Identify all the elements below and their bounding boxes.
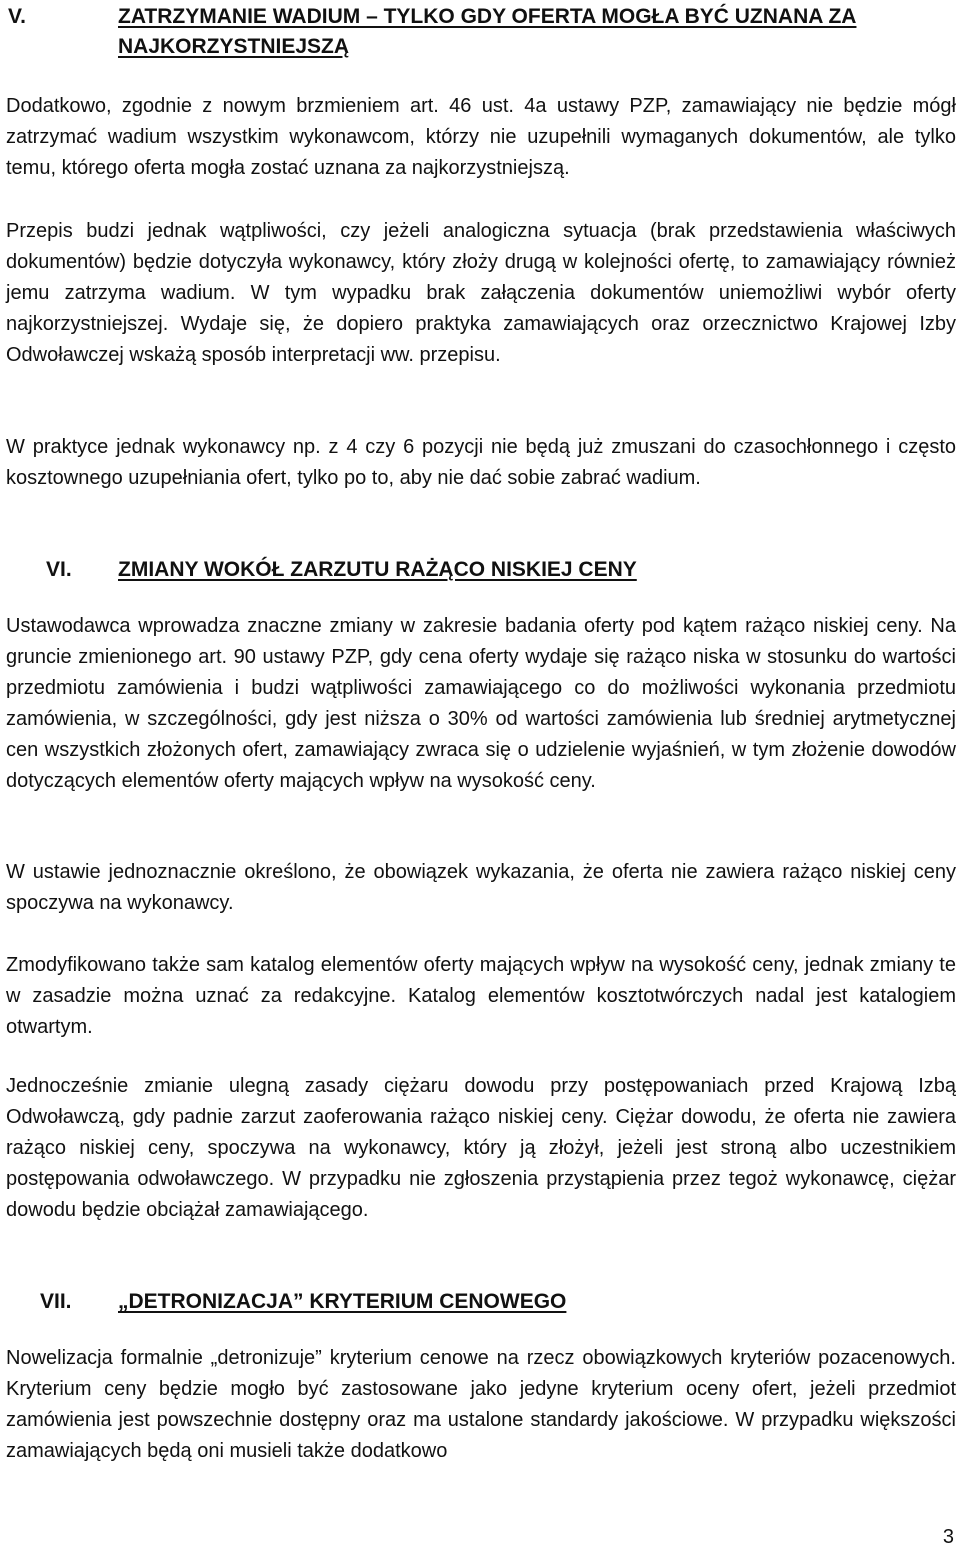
section-vii-heading (8, 1287, 958, 1317)
section-vi-paragraph-1: Ustawodawca wprowadza znaczne zmiany w zakresie badania oferty pod kątem rażąco niskiej ceny. Na gruncie zmienionego art. 90 ustawy PZP, gdy cena oferty wydaje się rażąco niska w stosunku do wartości przedmiotu zamówienia i budzi wątpliwości zamawiającego co do możliwości wykonania przedmiotu zamówienia, w szczególności, gdy jest niższa o 30% od wartości zamówienia lub średniej arytmetycznej cen wszystkich złożonych ofert, zamawiający zwraca się o udzielenie wyjaśnień, w tym złożenie dowodów dotyczących elementów oferty mających wpływ na wysokość ceny. (6, 615, 956, 792)
section-v-number: V. (8, 5, 26, 28)
section-v-paragraph-2: Przepis budzi jednak wątpliwości, czy jeżeli analogiczna sytuacja (brak przedstawienia właściwych dokumentów) będzie dotyczyła wykonawcy, który złoży drugą w kolejności ofertę, to zamawiający również jemu zatrzyma wadium. W tym wypadku brak załączenia dokumentów uniemożliwi wybór oferty najkorzystniejszej. Wydaje się, że dopiero praktyka zamawiających oraz orzecznictwo Krajowej Izby Odwoławczej wskażą sposób interpretacji ww. przepisu. (6, 220, 956, 366)
section-vi-title: ZMIANY WOKÓŁ ZARZUTU RAŻĄCO NISKIEJ CENY (118, 558, 637, 581)
section-v-heading (8, 2, 958, 62)
section-vi-heading (8, 555, 958, 585)
page-number: 3 (942, 1526, 954, 1548)
section-vii-title: „DETRONIZACJA” KRYTERIUM CENOWEGO (118, 1290, 567, 1313)
section-vii-number: VII. (40, 1290, 72, 1313)
section-vi-paragraph-2: W ustawie jednoznacznie określono, że obowiązek wykazania, że oferta nie zawiera rażąco niskiej ceny spoczywa na wykonawcy. (6, 861, 956, 914)
section-v-paragraph-3: W praktyce jednak wykonawcy np. z 4 czy 6 pozycji nie będą już zmuszani do czasochłonnego i często kosztownego uzupełniania ofert, tylko po to, aby nie dać sobie zabrać wadium. (6, 436, 956, 489)
section-v-paragraph-1: Dodatkowo, zgodnie z nowym brzmieniem art. 46 ust. 4a ustawy PZP, zamawiający nie będzie mógł zatrzymać wadium wszystkim wykonawcom, którzy nie uzupełnili wymaganych dokumentów, ale tylko temu, którego oferta mogła zostać uznana za najkorzystniejszą. (6, 95, 956, 179)
section-vi-paragraph-3: Zmodyfikowano także sam katalog elementów oferty mających wpływ na wysokość ceny, jednak zmiany te w zasadzie można uznać za redakcyjne. Katalog elementów kosztotwórczych nadal jest katalogiem otwartym. (6, 954, 956, 1038)
section-vi-number: VI. (46, 558, 72, 581)
section-v-title: ZATRZYMANIE WADIUM – TYLKO GDY OFERTA MOGŁA BYĆ UZNANA ZA NAJKORZYSTNIEJSZĄ (118, 5, 857, 58)
section-vi-paragraph-4: Jednocześnie zmianie ulegną zasady ciężaru dowodu przy postępowaniach przed Krajową Izbą Odwoławczą, gdy padnie zarzut zaoferowania rażąco niskiej ceny. Ciężar dowodu, że oferta nie zawiera rażąco niskiej ceny, spoczywa na wykonawcy, który ją złożył, jeżeli jest stroną albo uczestnikiem postępowania odwoławczego. W przypadku nie zgłoszenia przystąpienia przez tegoż wykonawcę, ciężar dowodu będzie obciążał zamawiającego. (6, 1075, 956, 1221)
section-vii-paragraph-1: Nowelizacja formalnie „detronizuje” kryterium cenowe na rzecz obowiązkowych kryteriów pozacenowych. Kryterium ceny będzie mogło być zastosowane jako jedyne kryterium oceny ofert, jeżeli przedmiot zamówienia jest powszechnie dostępny oraz ma ustalone standardy jakościowe. W przypadku większości zamawiających będą oni musieli także dodatkowo (6, 1347, 956, 1462)
